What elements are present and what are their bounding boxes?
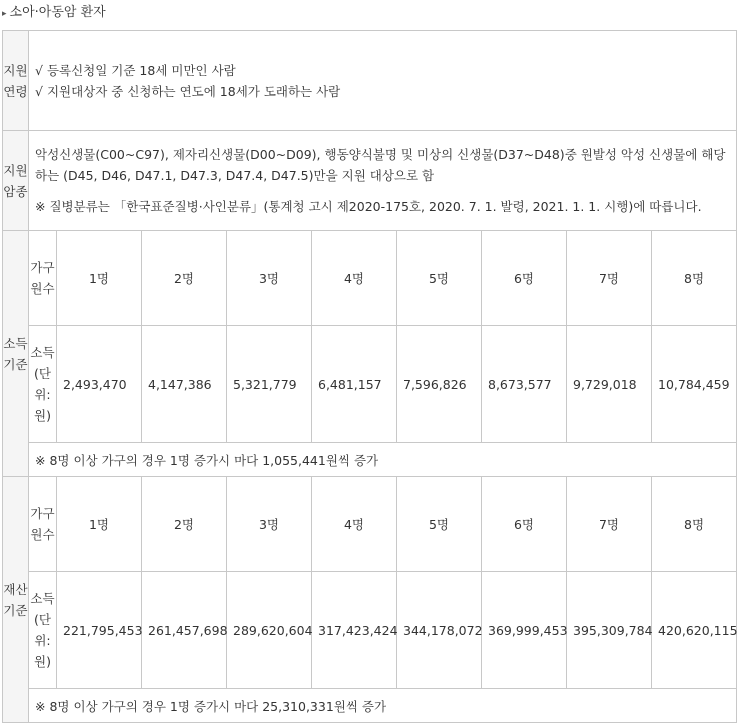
income-household-cell: 7명 — [567, 231, 652, 326]
income-household-cell: 2명 — [142, 231, 227, 326]
income-value-row — [3, 326, 737, 443]
asset-value-cell: 317,423,424 — [312, 572, 397, 689]
income-household-label: 가구원수 — [29, 231, 57, 326]
income-household-cell: 3명 — [227, 231, 312, 326]
asset-household-cell: 3명 — [227, 477, 312, 572]
income-value-cell: 6,481,157 — [312, 326, 397, 443]
asset-value-cell: 369,999,453 — [482, 572, 567, 689]
asset-value-label: 소득(단위:원) — [29, 572, 57, 689]
asset-value-cell: 344,178,072 — [397, 572, 482, 689]
age-criteria-head: 지원연령 — [3, 31, 29, 131]
cancer-criteria-head: 지원암종 — [3, 131, 29, 231]
bullet-arrow-icon: ▸ — [2, 9, 7, 19]
asset-note: ※ 8명 이상 가구의 경우 1명 증가시 마다 25,310,331원씩 증가 — [29, 689, 737, 723]
income-value-cell: 8,673,577 — [482, 326, 567, 443]
asset-note-row — [3, 689, 737, 723]
cancer-criteria-content — [29, 131, 737, 231]
income-value-cell: 4,147,386 — [142, 326, 227, 443]
asset-household-cell: 1명 — [57, 477, 142, 572]
income-value-cell: 10,784,459 — [652, 326, 737, 443]
asset-household-row — [3, 477, 737, 572]
cancer-criteria-note: ※ 질병분류는 「한국표준질병·사인분류」(통계청 고시 제2020-175호, 2020. 7. 1. 발령, 2021. 1. 1. 시행)에 따릅니다. — [35, 199, 702, 214]
asset-criteria-head: 재산기준 — [3, 477, 29, 723]
asset-household-cell: 5명 — [397, 477, 482, 572]
asset-household-cell: 6명 — [482, 477, 567, 572]
income-household-cell: 8명 — [652, 231, 737, 326]
income-household-cell: 5명 — [397, 231, 482, 326]
cancer-row — [3, 131, 737, 231]
income-criteria-head: 소득기준 — [3, 231, 29, 477]
section-title-text: 소아·아동암 환자 — [9, 5, 106, 20]
asset-value-cell: 221,795,453 — [57, 572, 142, 689]
cancer-criteria-desc: 악성신생물(C00~C97), 제자리신생물(D00~D09), 행동양식불명 및 미상의 신생물(D37~D48)중 원발성 악성 신생물에 해당하는 (D45, D46, D47.1, D47.3, D47.4, D47.5)만을 지원 대상으로 함 — [35, 147, 726, 183]
criteria-table — [2, 30, 737, 723]
income-value-cell: 2,493,470 — [57, 326, 142, 443]
age-criteria-content — [29, 31, 737, 131]
asset-household-cell: 2명 — [142, 477, 227, 572]
income-note-row — [3, 443, 737, 477]
income-household-cell: 1명 — [57, 231, 142, 326]
income-value-cell: 5,321,779 — [227, 326, 312, 443]
asset-value-row — [3, 572, 737, 689]
asset-value-cell: 261,457,698 — [142, 572, 227, 689]
asset-household-cell: 4명 — [312, 477, 397, 572]
income-household-cell: 6명 — [482, 231, 567, 326]
asset-household-cell: 7명 — [567, 477, 652, 572]
income-household-row — [3, 231, 737, 326]
age-criteria-line: √ 등록신청일 기준 18세 미만인 사람 — [35, 62, 236, 78]
income-note: ※ 8명 이상 가구의 경우 1명 증가시 마다 1,055,441원씩 증가 — [29, 443, 737, 477]
asset-value-cell: 289,620,604 — [227, 572, 312, 689]
asset-household-cell: 8명 — [652, 477, 737, 572]
age-criteria-line: √ 지원대상자 중 신청하는 연도에 18세가 도래하는 사람 — [35, 83, 341, 99]
asset-household-label: 가구원수 — [29, 477, 57, 572]
income-value-cell: 7,596,826 — [397, 326, 482, 443]
income-household-cell: 4명 — [312, 231, 397, 326]
age-row — [3, 31, 737, 131]
section-title — [2, 2, 106, 24]
income-value-label: 소득(단위:원) — [29, 326, 57, 443]
income-value-cell: 9,729,018 — [567, 326, 652, 443]
asset-value-cell: 420,620,115 — [652, 572, 737, 689]
asset-value-cell: 395,309,784 — [567, 572, 652, 689]
